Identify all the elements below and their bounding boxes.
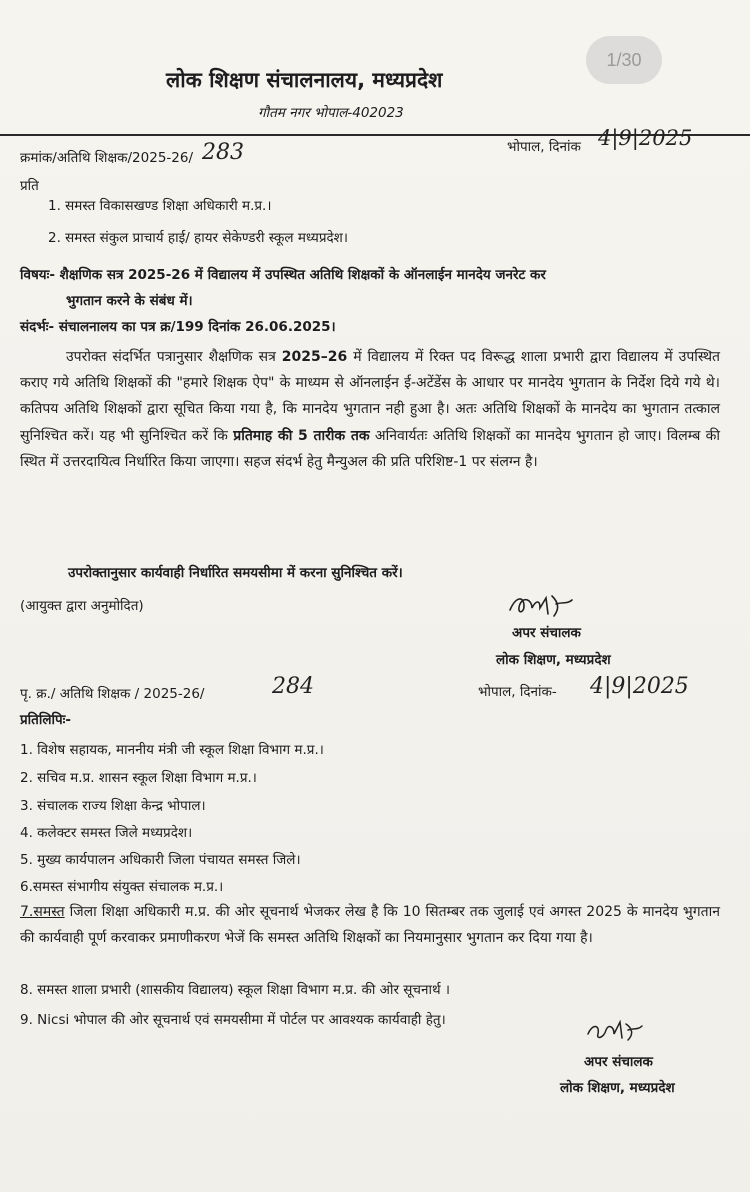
body-text: में विद्यालय में रिक्त पद विरूद्ध शाला प्रभारी द्वारा विद्यालय में उपस्थित कराए गये अतिथि शिक्षकों की "हमारे शिक्षक ऐप" के माध्यम से ऑनलाईन ई-अटेंडेंस के आधार पर मानदेय भुगतान के निर्देश दिये गये थे। कतिपय अतिथि शिक्षकों द्वारा सूचित किया गया है, कि मानदेय भुगतान नही हुआ है। अतः अतिथि शिक्षकों के मानदेय का भुगतान तत्काल सुनिश्चित करें। यह भी सुनिश्चित करें कि bbox=[20, 349, 720, 444]
copy-item: 8. समस्त शाला प्रभारी (शासकीय विद्यालय) स्कूल शिक्षा विभाग म.प्र. की ओर सूचनार्थ । bbox=[20, 982, 451, 998]
copy-ref-no: पृ. क्र./ अतिथि शिक्षक / 2025-26/ bbox=[20, 686, 205, 702]
signature-icon bbox=[506, 590, 578, 622]
copy-item: 9. Nicsi भोपाल की ओर सूचनार्थ एवं समयसीमा में पोर्टल पर आवश्यक कार्यवाही हेतु। bbox=[20, 1012, 446, 1028]
office-title: लोक शिक्षण संचालनालय, मध्यप्रदेश bbox=[166, 68, 443, 92]
copy-item-7-text: जिला शिक्षा अधिकारी म.प्र. की ओर सूचनार्थ भेजकर लेख है कि 10 सितम्बर तक जुलाई एवं अगस्त 2025 के मानदेय भुगतान की कार्यवाही पूर्ण करवाकर प्रमाणीकरण भेजें कि समस्त अतिथि शिक्षकों का नियमानुसार भुगतान कर दिया गया है। bbox=[20, 904, 721, 946]
copy-date-handwritten: 4|9|2025 bbox=[590, 674, 689, 699]
reference-line: संदर्भः- संचालनालय का पत्र क्र/199 दिनांक 26.06.2025। bbox=[20, 319, 336, 335]
copy-item: 6.समस्त संभागीय संयुक्त संचालक म.प्र.। bbox=[20, 879, 224, 895]
copy-ref-number-handwritten: 284 bbox=[272, 674, 314, 699]
body-paragraph bbox=[20, 344, 720, 475]
signatory-title: अपर संचालक bbox=[512, 625, 581, 641]
copy-signatory-office: लोक शिक्षण, मध्यप्रदेश bbox=[560, 1080, 675, 1096]
letter-date-handwritten: 4|9|2025 bbox=[598, 126, 693, 150]
subject-line: विषयः- शैक्षणिक सत्र 2025-26 में विद्यालय में उपस्थित अतिथि शिक्षकों के ऑनलाईन मानदेय जनरेट कर bbox=[20, 267, 546, 283]
copy-item-7 bbox=[20, 900, 720, 951]
copy-item: 2. सचिव म.प्र. शासन स्कूल शिक्षा विभाग म.प्र.। bbox=[20, 770, 257, 786]
copy-item: 4. कलेक्टर समस्त जिले मध्यप्रदेश। bbox=[20, 825, 193, 841]
letter-ref-no: क्रमांक/अतिथि शिक्षक/2025-26/ bbox=[20, 150, 194, 166]
copy-signatory-title: अपर संचालक bbox=[584, 1054, 653, 1070]
signature-icon bbox=[584, 1016, 644, 1046]
body-session: 2025–26 bbox=[281, 349, 348, 365]
page-counter-badge: 1/30 bbox=[586, 36, 662, 84]
signatory-office: लोक शिक्षण, मध्यप्रदेश bbox=[496, 652, 611, 668]
body-text: अनिवार्यतः अतिथि शिक्षकों का मानदेय भुगतान हो जाए। विलम्ब की स्थित में उत्तरदायित्व निर्धारित किया जाएगा। सहज संदर्भ हेतु मैन्युअल की प्रति परिशिष्ट-1 पर संलग्न है। bbox=[20, 427, 720, 470]
letter-date-label: भोपाल, दिनांक bbox=[507, 139, 581, 155]
prati-label: प्रति bbox=[20, 178, 39, 194]
recipient-item: 1. समस्त विकासखण्ड शिक्षा अधिकारी म.प्र.। bbox=[48, 198, 272, 214]
copy-item: 5. मुख्य कार्यपालन अधिकारी जिला पंचायत समस्त जिले। bbox=[20, 852, 301, 868]
copy-date-label: भोपाल, दिनांक- bbox=[478, 684, 557, 700]
copy-item-7-prefix: 7.समस्त bbox=[20, 904, 65, 920]
body-deadline: प्रतिमाह की 5 तारीक तक bbox=[233, 427, 370, 444]
letter-ref-number-handwritten: 283 bbox=[202, 140, 244, 165]
copy-heading: प्रतिलिपिः- bbox=[20, 712, 72, 728]
body-text: उपरोक्त संदर्भित पत्रानुसार शैक्षणिक सत्र bbox=[66, 349, 276, 365]
copy-item: 1. विशेष सहायक, माननीय मंत्री जी स्कूल शिक्षा विभाग म.प्र.। bbox=[20, 742, 324, 758]
approved-note: (आयुक्त द्वारा अनुमोदित) bbox=[20, 598, 144, 614]
copy-item: 3. संचालक राज्य शिक्षा केन्द्र भोपाल। bbox=[20, 798, 206, 814]
office-address: गौतम नगर भोपाल-402023 bbox=[258, 105, 404, 121]
subject-line-cont: भुगतान करने के संबंध में। bbox=[66, 293, 193, 309]
recipient-item: 2. समस्त संकुल प्राचार्य हाई/ हायर सेकेण्डरी स्कूल मध्यप्रदेश। bbox=[48, 230, 348, 246]
instruction-line: उपरोक्तानुसार कार्यवाही निर्धारित समयसीमा में करना सुनिश्चित करें। bbox=[68, 565, 403, 581]
